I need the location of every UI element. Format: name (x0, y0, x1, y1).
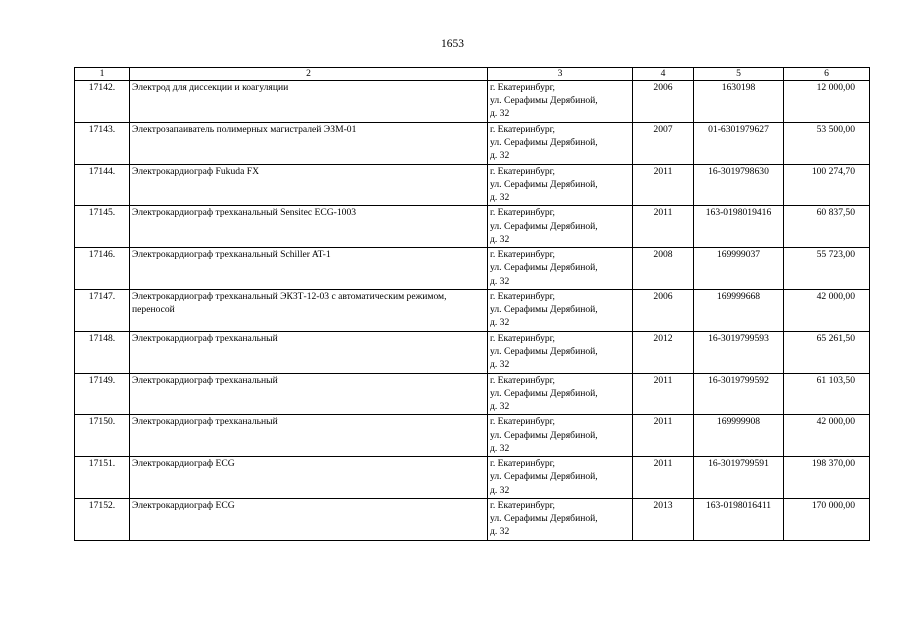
table-row (75, 206, 870, 248)
item-name-cell: Электрокардиограф трехканальный Schiller AT-1 (130, 248, 488, 290)
address-cell (488, 331, 633, 373)
table-row (75, 289, 870, 331)
page-number: 1653 (441, 38, 464, 50)
inventory-number-cell: 16-3019799593 (694, 331, 784, 373)
inventory-number-cell: 16-3019798630 (694, 164, 784, 206)
row-number-cell: 17144. (75, 164, 130, 206)
row-number-cell: 17142. (75, 81, 130, 123)
address-line: г. Екатеринбург, (490, 290, 555, 302)
address-line: ул. Серафимы Дерябиной, (490, 513, 598, 525)
year-cell: 2012 (633, 331, 694, 373)
item-name-cell: Электрод для диссекции и коагуляции (130, 81, 488, 123)
address-line: ул. Серафимы Дерябиной, (490, 429, 598, 441)
item-name-cell: Электрокардиограф трехканальный (130, 373, 488, 415)
inventory-number-cell: 169999037 (694, 248, 784, 290)
item-name-cell: Электрозапаиватель полимерных магистралей ЭЗМ-01 (130, 122, 488, 164)
address-line: д. 32 (490, 317, 510, 329)
column-header: 3 (488, 68, 633, 81)
address-line: г. Екатеринбург, (490, 123, 555, 135)
row-number-cell: 17147. (75, 289, 130, 331)
row-number-cell: 17148. (75, 331, 130, 373)
year-cell: 2011 (633, 206, 694, 248)
row-number-cell: 17146. (75, 248, 130, 290)
address-cell (488, 122, 633, 164)
inventory-number-cell: 01-6301979627 (694, 122, 784, 164)
year-cell: 2006 (633, 81, 694, 123)
column-header: 5 (694, 68, 784, 81)
row-number-cell: 17150. (75, 415, 130, 457)
table-row (75, 373, 870, 415)
address-line: д. 32 (490, 484, 510, 496)
year-cell: 2011 (633, 457, 694, 499)
item-name-cell: Электрокардиограф трехканальный Sensitec ECG-1003 (130, 206, 488, 248)
table-row (75, 498, 870, 540)
year-cell: 2011 (633, 373, 694, 415)
address-line: г. Екатеринбург, (490, 82, 555, 93)
address-line: ул. Серафимы Дерябиной, (490, 95, 598, 107)
cost-cell: 53 500,00 (784, 122, 870, 164)
item-name-cell: Электрокардиограф трехканальный (130, 415, 488, 457)
year-cell: 2006 (633, 289, 694, 331)
address-line: д. 32 (490, 150, 510, 162)
address-line: д. 32 (490, 192, 510, 203)
year-cell: 2013 (633, 498, 694, 540)
inventory-number-cell: 163-0198019416 (694, 206, 784, 248)
item-name-cell: Электрокардиограф трехканальный (130, 331, 488, 373)
row-number-cell: 17145. (75, 206, 130, 248)
address-line: ул. Серафимы Дерябиной, (490, 471, 598, 483)
cost-cell: 42 000,00 (784, 415, 870, 457)
address-cell (488, 164, 633, 206)
row-number-cell: 17149. (75, 373, 130, 415)
address-line: ул. Серафимы Дерябиной, (490, 178, 598, 190)
address-line: ул. Серафимы Дерябиной, (490, 304, 598, 316)
cost-cell: 65 261,50 (784, 331, 870, 373)
address-line: г. Екатеринбург, (490, 207, 555, 219)
year-cell: 2011 (633, 415, 694, 457)
address-cell (488, 457, 633, 499)
row-number-cell: 17152. (75, 498, 130, 540)
year-cell: 2008 (633, 248, 694, 290)
cost-cell: 60 837,50 (784, 206, 870, 248)
inventory-number-cell: 163-0198016411 (694, 498, 784, 540)
address-cell (488, 206, 633, 248)
address-line: д. 32 (490, 400, 510, 412)
table-row (75, 331, 870, 373)
address-line: ул. Серафимы Дерябиной, (490, 220, 598, 232)
table-header-row (75, 68, 870, 81)
cost-cell: 12 000,00 (784, 81, 870, 123)
address-cell (488, 248, 633, 290)
table-row (75, 457, 870, 499)
cost-cell: 55 723,00 (784, 248, 870, 290)
table-row (75, 248, 870, 290)
address-cell (488, 498, 633, 540)
address-line: д. 32 (490, 275, 510, 287)
address-line: д. 32 (490, 526, 510, 538)
inventory-table (74, 67, 870, 541)
address-line: д. 32 (490, 442, 510, 454)
address-line: г. Екатеринбург, (490, 165, 555, 177)
cost-cell: 42 000,00 (784, 289, 870, 331)
year-cell: 2007 (633, 122, 694, 164)
year-cell: 2011 (633, 164, 694, 206)
item-name-cell: Электрокардиограф ECG (130, 498, 488, 540)
address-line: г. Екатеринбург, (490, 499, 555, 511)
table-row (75, 415, 870, 457)
row-number-cell: 17151. (75, 457, 130, 499)
inventory-number-cell: 1630198 (694, 81, 784, 123)
table-row (75, 164, 870, 206)
table-row (75, 81, 870, 123)
address-line: д. 32 (490, 233, 510, 245)
row-number-cell: 17143. (75, 122, 130, 164)
address-cell (488, 289, 633, 331)
table-body (75, 81, 870, 541)
cost-cell: 61 103,50 (784, 373, 870, 415)
column-header: 1 (75, 68, 130, 81)
address-line: г. Екатеринбург, (490, 374, 555, 386)
cost-cell: 100 274,70 (784, 164, 870, 206)
address-line: д. 32 (490, 108, 510, 120)
item-name-cell: Электрокардиограф ECG (130, 457, 488, 499)
cost-cell: 170 000,00 (784, 498, 870, 540)
address-line: г. Екатеринбург, (490, 332, 555, 344)
address-cell (488, 81, 633, 123)
column-header: 4 (633, 68, 694, 81)
address-line: д. 32 (490, 359, 510, 371)
address-line: г. Екатеринбург, (490, 416, 555, 428)
address-cell (488, 415, 633, 457)
item-name-cell: Электрокардиограф Fukuda FX (130, 164, 488, 206)
column-header: 2 (130, 68, 488, 81)
address-line: г. Екатеринбург, (490, 249, 555, 261)
inventory-number-cell: 16-3019799591 (694, 457, 784, 499)
column-header: 6 (784, 68, 870, 81)
address-line: г. Екатеринбург, (490, 458, 555, 470)
inventory-number-cell: 16-3019799592 (694, 373, 784, 415)
cost-cell: 198 370,00 (784, 457, 870, 499)
inventory-number-cell: 169999908 (694, 415, 784, 457)
address-line: ул. Серафимы Дерябиной, (490, 387, 598, 399)
inventory-number-cell: 169999668 (694, 289, 784, 331)
item-name-cell: Электрокардиограф трехканальный ЭК3Т-12-03 с автоматическим режимом, переносой (130, 289, 488, 331)
address-line: ул. Серафимы Дерябиной, (490, 345, 598, 357)
table-row (75, 122, 870, 164)
address-line: ул. Серафимы Дерябиной, (490, 262, 598, 274)
address-cell (488, 373, 633, 415)
address-line: ул. Серафимы Дерябиной, (490, 137, 598, 148)
